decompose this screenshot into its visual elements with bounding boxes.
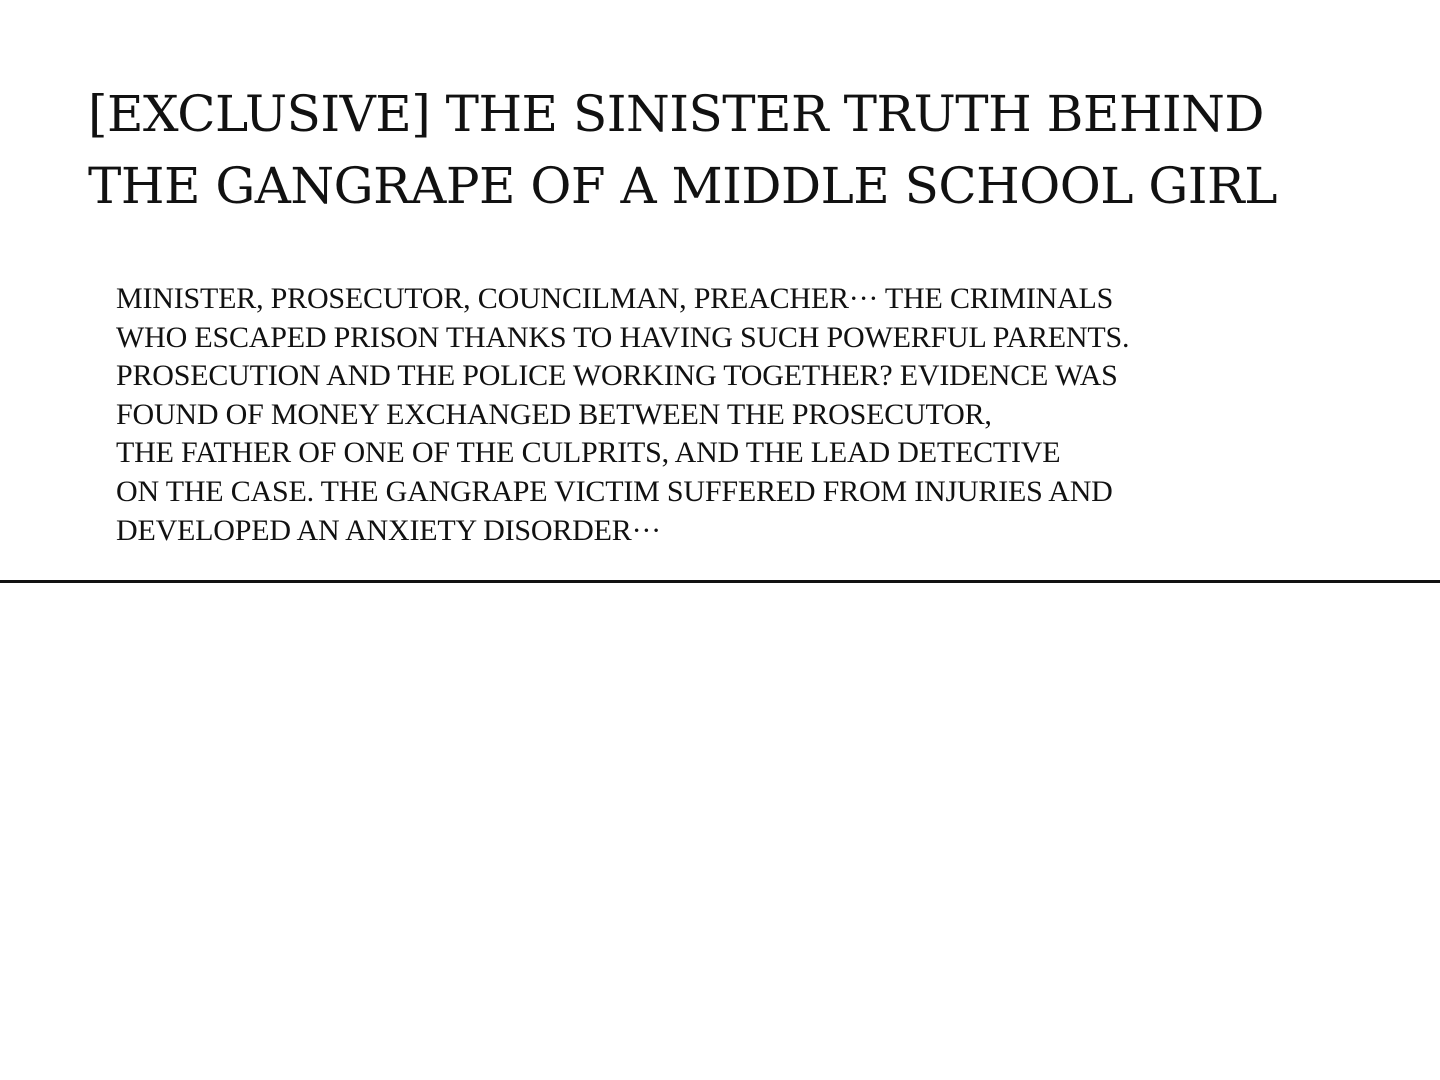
article-summary [116,280,1316,550]
article-headline [88,78,1418,222]
summary-line: THE FATHER OF ONE OF THE CULPRITS, AND THE LEAD DETECTIVE [116,436,1061,470]
summary-line: DEVELOPED AN ANXIETY DISORDER··· [116,513,661,547]
headline-line: THE GANGRAPE OF A MIDDLE SCHOOL GIRL [88,157,1277,215]
horizontal-divider [0,580,1440,583]
summary-line: WHO ESCAPED PRISON THANKS TO HAVING SUCH POWERFUL PARENTS. [116,320,1130,354]
summary-line: ON THE CASE. THE GANGRAPE VICTIM SUFFERED FROM INJURIES AND [116,474,1113,508]
summary-line: FOUND OF MONEY EXCHANGED BETWEEN THE PROSECUTOR, [116,397,992,431]
summary-line: PROSECUTION AND THE POLICE WORKING TOGETHER? EVIDENCE WAS [116,359,1118,393]
summary-line: MINISTER, PROSECUTOR, COUNCILMAN, PREACHER··· THE CRIMINALS [116,282,1114,315]
headline-line: [EXCLUSIVE] THE SINISTER TRUTH BEHIND [88,85,1265,143]
